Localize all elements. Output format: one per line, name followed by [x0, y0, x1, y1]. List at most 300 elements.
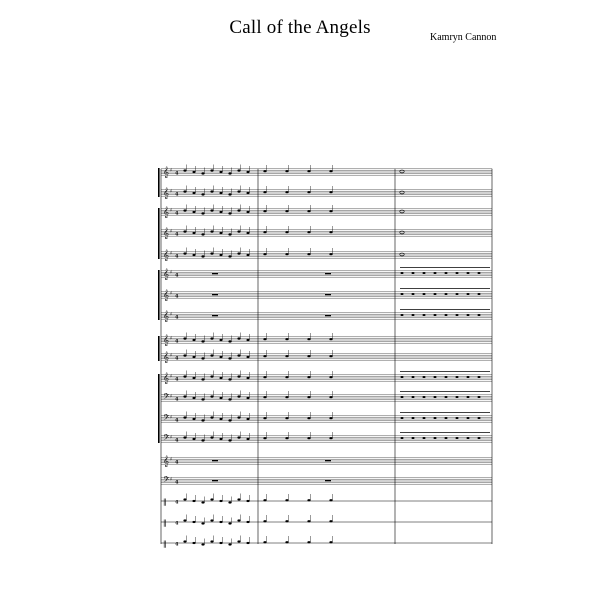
note-head	[285, 417, 288, 419]
svg-text:4: 4	[175, 338, 179, 345]
note-head	[201, 357, 204, 359]
note-head	[210, 395, 213, 397]
note-head	[307, 499, 310, 501]
staff-clef	[163, 289, 179, 301]
whole-rest	[325, 315, 331, 316]
note-head	[307, 396, 310, 398]
note-head	[434, 376, 437, 378]
svg-text:𝄢: 𝄢	[163, 476, 170, 487]
svg-text:♯: ♯	[170, 250, 173, 257]
note-head	[246, 542, 249, 544]
staff-clef	[163, 249, 179, 261]
note-head	[192, 192, 195, 194]
note-head	[228, 439, 231, 441]
note-head	[228, 398, 231, 400]
svg-text:𝄞: 𝄞	[163, 188, 169, 199]
note-head	[434, 417, 437, 419]
svg-text:4: 4	[175, 272, 179, 279]
svg-text:𝄞: 𝄞	[163, 456, 169, 467]
note-head	[445, 417, 448, 419]
note-head	[210, 436, 213, 438]
note-head	[192, 542, 195, 544]
note-head	[228, 172, 231, 174]
note-head	[307, 191, 310, 193]
note-head	[329, 191, 332, 193]
whole-rest	[325, 460, 331, 461]
svg-text:𝄞: 𝄞	[163, 250, 169, 261]
note-head	[237, 436, 240, 438]
svg-text:𝄢: 𝄢	[163, 414, 170, 425]
svg-text:4: 4	[175, 293, 179, 300]
note-head	[237, 375, 240, 377]
note-head	[412, 417, 415, 419]
note-head	[219, 397, 222, 399]
note-head	[201, 255, 204, 257]
svg-text:4: 4	[175, 191, 179, 198]
svg-text:𝄢: 𝄢	[163, 393, 170, 404]
staff-clef	[163, 310, 179, 322]
svg-text:4: 4	[175, 231, 179, 238]
svg-text:𝄞: 𝄞	[163, 352, 169, 363]
group-bracket	[158, 208, 160, 259]
note-head	[401, 437, 404, 439]
note-head	[285, 396, 288, 398]
note-head	[307, 376, 310, 378]
note-head	[237, 540, 240, 542]
note-head	[228, 340, 231, 342]
svg-text:𝄞: 𝄞	[163, 335, 169, 346]
note-head	[307, 541, 310, 543]
note-head	[228, 543, 231, 545]
note-head	[285, 499, 288, 501]
note-head	[434, 396, 437, 398]
svg-text:𝄞: 𝄞	[163, 373, 169, 384]
note-head	[219, 339, 222, 341]
note-head	[285, 170, 288, 172]
svg-text:♯: ♯	[170, 393, 173, 400]
note-head	[183, 252, 186, 254]
note-head	[246, 438, 249, 440]
note-head	[329, 170, 332, 172]
note-head	[246, 171, 249, 173]
note-head	[183, 230, 186, 232]
note-head	[246, 500, 249, 502]
note-head	[401, 272, 404, 274]
note-head	[445, 314, 448, 316]
note-head	[237, 209, 240, 211]
note-head	[423, 293, 426, 295]
note-head	[401, 376, 404, 378]
note-head	[263, 437, 266, 439]
note-head	[329, 376, 332, 378]
svg-text:𝄞: 𝄞	[163, 207, 169, 218]
note-head	[201, 378, 204, 380]
note-head	[192, 377, 195, 379]
note-head	[228, 357, 231, 359]
note-head	[285, 355, 288, 357]
svg-text:♯: ♯	[170, 311, 173, 318]
whole-rest	[212, 460, 218, 461]
note-head	[219, 254, 222, 256]
note-head	[246, 397, 249, 399]
note-head	[307, 210, 310, 212]
svg-text:4: 4	[175, 314, 179, 321]
svg-text:4: 4	[175, 520, 179, 527]
note-head	[201, 398, 204, 400]
note-head	[201, 340, 204, 342]
note-head	[246, 211, 249, 213]
note-head	[183, 540, 186, 542]
svg-text:♯: ♯	[170, 335, 173, 342]
note-head	[263, 396, 266, 398]
note-head	[423, 396, 426, 398]
svg-text:4: 4	[175, 355, 179, 362]
note-head	[401, 314, 404, 316]
note-head	[201, 439, 204, 441]
note-head	[329, 231, 332, 233]
note-head	[307, 520, 310, 522]
svg-text:𝄞: 𝄞	[163, 311, 169, 322]
staff-clef	[163, 166, 179, 178]
note-head	[210, 416, 213, 418]
note-head	[456, 437, 459, 439]
staff-clef	[163, 351, 179, 363]
note-head	[192, 232, 195, 234]
note-head	[237, 416, 240, 418]
note-head	[228, 378, 231, 380]
staff-clef	[163, 519, 179, 527]
whole-rest	[212, 273, 218, 274]
svg-text:‖: ‖	[163, 498, 167, 506]
note-head	[210, 209, 213, 211]
note-head	[445, 376, 448, 378]
note-head	[445, 437, 448, 439]
note-head	[467, 396, 470, 398]
whole-rest	[212, 480, 218, 481]
group-bracket	[158, 336, 160, 361]
note-head	[478, 272, 481, 274]
svg-text:♯: ♯	[170, 167, 173, 174]
note-head	[183, 190, 186, 192]
svg-text:𝄞: 𝄞	[163, 167, 169, 178]
note-head	[219, 232, 222, 234]
note-head	[434, 314, 437, 316]
note-head	[412, 314, 415, 316]
note-head	[263, 376, 266, 378]
svg-text:4: 4	[175, 376, 179, 383]
note-head	[456, 314, 459, 316]
note-head	[192, 418, 195, 420]
note-head	[183, 169, 186, 171]
whole-rest	[325, 480, 331, 481]
note-head	[201, 419, 204, 421]
note-head	[285, 376, 288, 378]
note-head	[210, 169, 213, 171]
note-head	[434, 437, 437, 439]
note-head	[192, 521, 195, 523]
note-head	[478, 437, 481, 439]
note-head	[219, 521, 222, 523]
svg-text:𝄢: 𝄢	[163, 434, 170, 445]
note-head	[467, 293, 470, 295]
note-head	[401, 396, 404, 398]
note-head	[467, 272, 470, 274]
note-head	[329, 541, 332, 543]
note-head	[201, 172, 204, 174]
svg-text:♯: ♯	[170, 352, 173, 359]
group-bracket	[158, 168, 160, 197]
svg-text:♯: ♯	[170, 456, 173, 463]
note-head	[263, 417, 266, 419]
note-head	[329, 338, 332, 340]
note-head	[445, 293, 448, 295]
note-head	[478, 417, 481, 419]
staff-clef	[163, 540, 179, 548]
note-head	[307, 437, 310, 439]
note-head	[412, 437, 415, 439]
svg-text:4: 4	[175, 499, 179, 506]
note-head	[219, 192, 222, 194]
staff-clef	[163, 334, 179, 346]
note-head	[307, 231, 310, 233]
note-head	[192, 438, 195, 440]
note-head	[228, 255, 231, 257]
svg-text:4: 4	[175, 170, 179, 177]
svg-text:4: 4	[175, 437, 179, 444]
svg-text:4: 4	[175, 396, 179, 403]
svg-text:4: 4	[175, 479, 179, 486]
svg-text:4: 4	[175, 459, 179, 466]
svg-text:4: 4	[175, 210, 179, 217]
note-head	[329, 417, 332, 419]
note-head	[183, 436, 186, 438]
note-head	[237, 354, 240, 356]
note-head	[329, 355, 332, 357]
note-head	[237, 190, 240, 192]
note-head	[237, 498, 240, 500]
note-head	[210, 498, 213, 500]
note-head	[219, 500, 222, 502]
note-head	[285, 231, 288, 233]
note-head	[192, 397, 195, 399]
whole-rest	[325, 294, 331, 295]
note-head	[445, 272, 448, 274]
svg-text:4: 4	[175, 541, 179, 548]
note-head	[329, 499, 332, 501]
svg-text:♯: ♯	[170, 414, 173, 421]
note-head	[246, 232, 249, 234]
note-head	[219, 418, 222, 420]
note-head	[228, 419, 231, 421]
note-head	[401, 293, 404, 295]
note-head	[219, 377, 222, 379]
note-head	[228, 233, 231, 235]
svg-text:♯: ♯	[170, 373, 173, 380]
note-head	[423, 376, 426, 378]
note-head	[307, 170, 310, 172]
note-head	[201, 193, 204, 195]
note-head	[329, 396, 332, 398]
note-head	[183, 375, 186, 377]
note-head	[228, 522, 231, 524]
whole-rest	[325, 273, 331, 274]
note-head	[467, 437, 470, 439]
note-head	[329, 437, 332, 439]
note-head	[423, 272, 426, 274]
note-head	[329, 210, 332, 212]
composer-name: Kamryn Cannon	[430, 32, 497, 43]
svg-text:𝄞: 𝄞	[163, 228, 169, 239]
note-head	[263, 253, 266, 255]
whole-rest	[212, 315, 218, 316]
note-head	[192, 339, 195, 341]
note-head	[201, 501, 204, 503]
note-head	[210, 230, 213, 232]
svg-text:♯: ♯	[170, 228, 173, 235]
note-head	[246, 377, 249, 379]
note-head	[237, 252, 240, 254]
group-bracket	[158, 270, 160, 320]
note-head	[210, 375, 213, 377]
note-head	[307, 338, 310, 340]
note-head	[183, 354, 186, 356]
note-head	[467, 417, 470, 419]
note-head	[467, 376, 470, 378]
note-head	[201, 212, 204, 214]
note-head	[412, 272, 415, 274]
note-head	[263, 520, 266, 522]
note-head	[285, 191, 288, 193]
svg-text:♯: ♯	[170, 188, 173, 195]
note-head	[183, 498, 186, 500]
note-head	[456, 376, 459, 378]
note-head	[423, 437, 426, 439]
note-head	[445, 396, 448, 398]
group-bracket	[158, 374, 160, 443]
note-head	[183, 416, 186, 418]
note-head	[434, 272, 437, 274]
note-head	[263, 210, 266, 212]
note-head	[285, 520, 288, 522]
note-head	[456, 417, 459, 419]
note-head	[228, 193, 231, 195]
note-head	[467, 314, 470, 316]
note-head	[263, 191, 266, 193]
note-head	[192, 356, 195, 358]
note-head	[246, 521, 249, 523]
note-head	[201, 233, 204, 235]
svg-text:‖: ‖	[163, 540, 167, 548]
note-head	[263, 355, 266, 357]
svg-text:𝄞: 𝄞	[163, 269, 169, 280]
note-head	[237, 230, 240, 232]
note-head	[401, 417, 404, 419]
staff-clef	[163, 268, 179, 280]
note-head	[228, 501, 231, 503]
note-head	[307, 253, 310, 255]
note-head	[210, 190, 213, 192]
note-head	[285, 210, 288, 212]
note-head	[412, 376, 415, 378]
note-head	[210, 252, 213, 254]
staff-clef	[163, 206, 179, 218]
note-head	[456, 272, 459, 274]
note-head	[219, 171, 222, 173]
svg-text:♯: ♯	[170, 476, 173, 483]
note-head	[329, 520, 332, 522]
svg-text:♯: ♯	[170, 434, 173, 441]
note-head	[285, 437, 288, 439]
note-head	[456, 396, 459, 398]
note-head	[192, 500, 195, 502]
svg-text:♯: ♯	[170, 269, 173, 276]
note-head	[329, 253, 332, 255]
note-head	[210, 540, 213, 542]
svg-text:♯: ♯	[170, 207, 173, 214]
note-head	[423, 417, 426, 419]
note-head	[307, 355, 310, 357]
svg-text:𝄞: 𝄞	[163, 290, 169, 301]
note-head	[434, 293, 437, 295]
note-head	[246, 254, 249, 256]
note-head	[456, 293, 459, 295]
note-head	[285, 338, 288, 340]
note-head	[219, 542, 222, 544]
note-head	[219, 211, 222, 213]
note-head	[192, 211, 195, 213]
note-head	[478, 396, 481, 398]
note-head	[263, 541, 266, 543]
note-head	[237, 395, 240, 397]
note-head	[478, 293, 481, 295]
note-head	[192, 171, 195, 173]
note-head	[192, 254, 195, 256]
note-head	[263, 338, 266, 340]
note-head	[201, 543, 204, 545]
note-head	[412, 293, 415, 295]
svg-text:4: 4	[175, 417, 179, 424]
note-head	[478, 314, 481, 316]
note-head	[183, 209, 186, 211]
note-head	[263, 231, 266, 233]
note-head	[307, 417, 310, 419]
note-head	[285, 541, 288, 543]
note-head	[210, 519, 213, 521]
svg-text:‖: ‖	[163, 519, 167, 527]
note-head	[210, 337, 213, 339]
note-head	[246, 192, 249, 194]
note-head	[478, 376, 481, 378]
note-head	[237, 337, 240, 339]
note-head	[183, 337, 186, 339]
staff-clef	[163, 455, 179, 467]
staff-clef	[163, 372, 179, 384]
note-head	[183, 519, 186, 521]
svg-text:4: 4	[175, 253, 179, 260]
note-head	[201, 522, 204, 524]
note-head	[219, 356, 222, 358]
note-head	[183, 395, 186, 397]
note-head	[423, 314, 426, 316]
note-head	[246, 339, 249, 341]
note-head	[246, 356, 249, 358]
note-head	[237, 519, 240, 521]
note-head	[412, 396, 415, 398]
note-head	[228, 212, 231, 214]
note-head	[263, 499, 266, 501]
note-head	[263, 170, 266, 172]
staff-clef	[163, 187, 179, 199]
